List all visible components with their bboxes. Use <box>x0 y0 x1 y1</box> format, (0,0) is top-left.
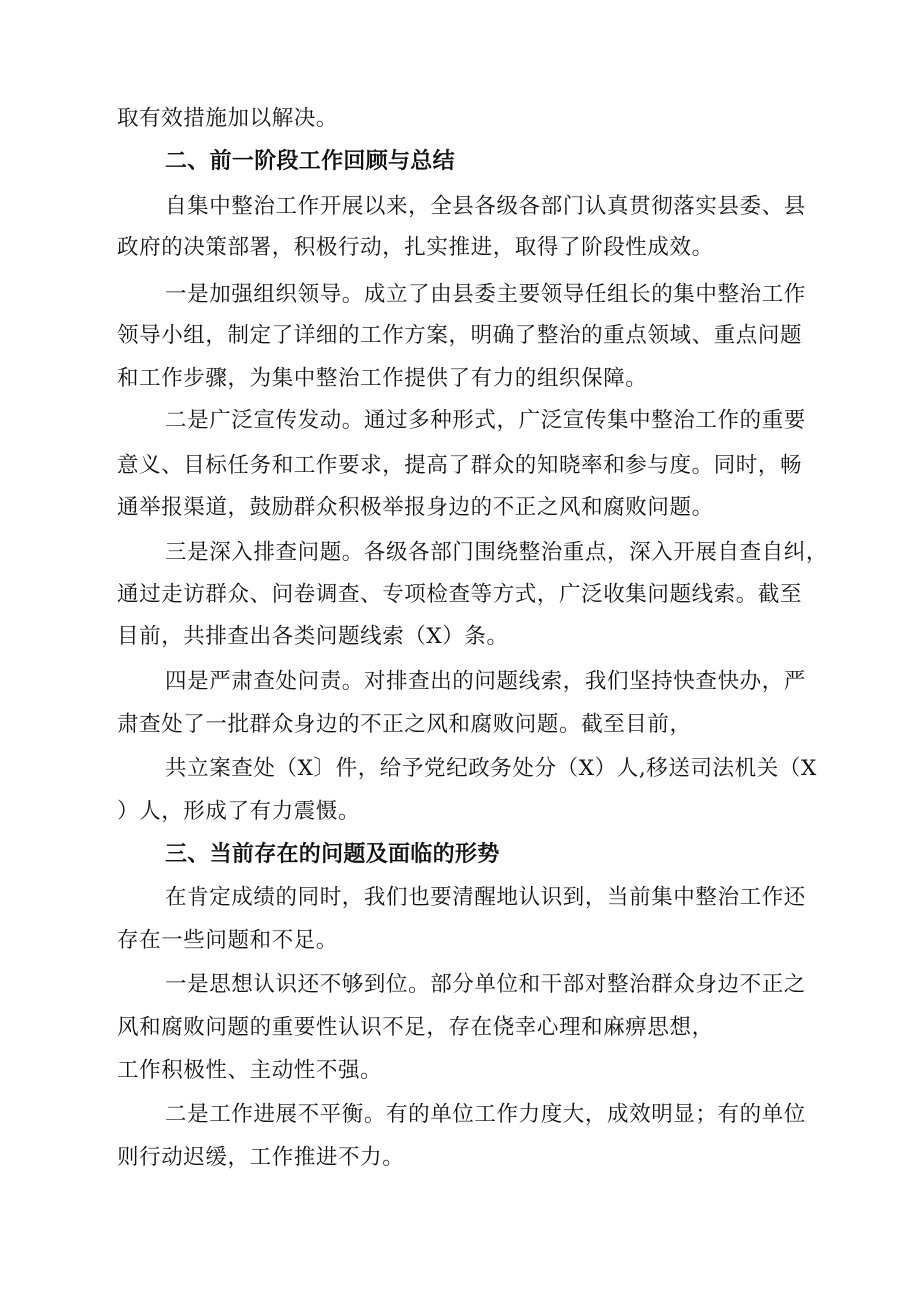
section-heading-3: 三、当前存在的问题及面临的形势 <box>165 842 500 867</box>
paragraph-item-4-line-2: 肃查处了一批群众身边的不正之风和腐败问题。截至目前， <box>117 712 692 737</box>
paragraph-problem-2-line-1: 二是工作进展不平衡。有的单位工作力度大，成效明显；有的单位 <box>165 1102 806 1127</box>
paragraph-item-2-line-3: 通举报渠道，鼓励群众积极举报身边的不正之风和腐败问题。 <box>117 495 714 520</box>
paragraph-problem-1-line-1: 一是思想认识还不够到位。部分单位和干部对整治群众身边不正之 <box>165 972 806 997</box>
paragraph-item-3-line-1: 三是深入排查问题。各级各部门围绕整治重点，深入开展自查自纠， <box>165 540 829 565</box>
paragraph-item-1-line-1: 一是加强组织领导。成立了由县委主要领导任组长的集中整治工作 <box>165 282 806 307</box>
paragraph-item-2-line-2: 意义、目标任务和工作要求，提高了群众的知晓率和参与度。同时，畅 <box>117 453 803 478</box>
paragraph-item-3-line-3: 目前，共排查出各类问题线索（X）条。 <box>117 624 509 649</box>
paragraph-problems-line-2: 存在一些问题和不足。 <box>117 928 339 953</box>
paragraph-problem-2-line-2: 则行动迟缓，工作推进不力。 <box>117 1145 405 1170</box>
paragraph-item-3-line-2: 通过走访群众、问卷调查、专项检查等方式，广泛收集问题线索。截至 <box>117 582 803 607</box>
paragraph-intro-line-1: 自集中整治工作开展以来，全县各级各部门认真贯彻落实县委、县 <box>165 194 806 219</box>
paragraph-problems-line-1: 在肯定成绩的同时，我们也要清醒地认识到，当前集中整治工作还 <box>165 885 806 910</box>
paragraph-problem-1-line-3: 工作积极性、主动性不强。 <box>117 1058 383 1083</box>
paragraph-item-4-line-1: 四是严肃查处问责。对排查出的问题线索，我们坚持快查快办，严 <box>165 669 806 694</box>
section-heading-2: 二、前一阶段工作回顾与总结 <box>165 149 455 174</box>
paragraph-continuation: 取有效措施加以解决。 <box>117 106 339 131</box>
paragraph-item-1-line-2: 领导小组，制定了详细的工作方案，明确了整治的重点领域、重点问题 <box>117 323 803 348</box>
paragraph-item-1-line-3: 和工作步骤，为集中整治工作提供了有力的组织保障。 <box>117 366 648 391</box>
paragraph-stats-line-1: 共立案查处（X〕件，给予党纪政务处分（X）人,移送司法机关（X <box>165 756 817 781</box>
paragraph-intro-line-2: 政府的决策部署，积极行动，扎实推进，取得了阶段性成效。 <box>117 235 714 260</box>
paragraph-item-2-line-1: 二是广泛宣传发动。通过多种形式，广泛宣传集中整治工作的重要 <box>165 408 806 433</box>
paragraph-problem-1-line-2: 风和腐败问题的重要性认识不足，存在侥幸心理和麻痹思想， <box>117 1015 714 1040</box>
paragraph-stats-line-2: ）人，形成了有力震慑。 <box>117 799 361 824</box>
